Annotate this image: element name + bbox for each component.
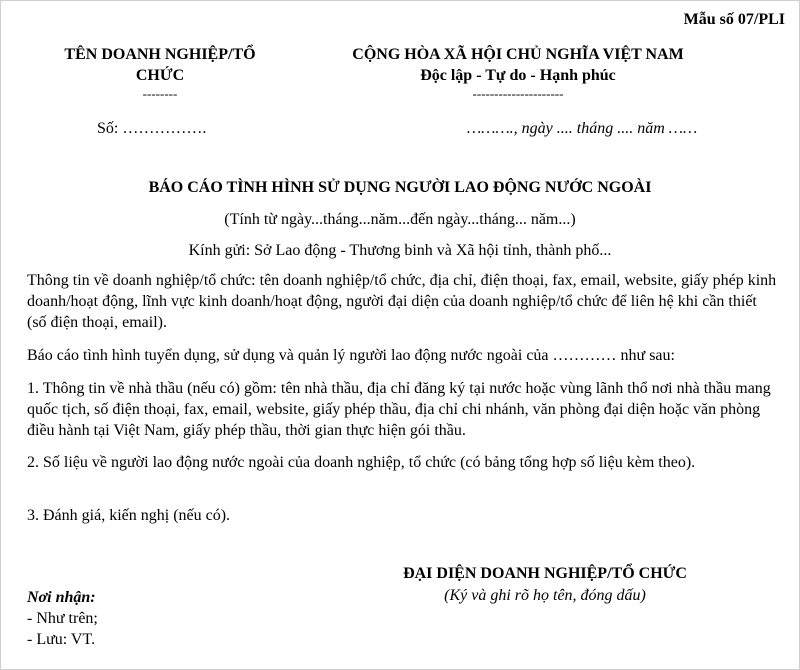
national-title: CỘNG HÒA XÃ HỘI CHỦ NGHĨA VIỆT NAM	[352, 46, 684, 63]
national-divider: ---------------------	[472, 86, 564, 101]
report-intro-paragraph: Báo cáo tình hình tuyển dụng, sử dụng và quản lý người lao động nước ngoài của ………… như sau:	[27, 347, 675, 364]
signature-note: (Ký và ghi rõ họ tên, đóng dấu)	[444, 587, 646, 604]
org-name-line1: TÊN DOANH NGHIỆP/TỔ	[64, 46, 256, 63]
recipients-item: - Như trên;	[27, 610, 98, 627]
org-divider: --------	[142, 86, 178, 101]
form-code: Mẫu số 07/PLI	[683, 11, 785, 28]
report-period: (Tính từ ngày...tháng...năm...đến ngày...tháng... năm...)	[224, 211, 576, 228]
company-info-paragraph: Thông tin về doanh nghiệp/tổ chức: tên doanh nghiệp/tổ chức, địa chỉ, điện thoại, fax, email, website, giấy phép kinh doanh/hoạt động, lĩnh vực kinh doanh/hoạt động, người đại diện của doanh nghiệp/tổ chức để liên hệ khi cần thiết (số điện thoại, email).	[27, 272, 777, 331]
report-title: BÁO CÁO TÌNH HÌNH SỬ DỤNG NGƯỜI LAO ĐỘNG NƯỚC NGOÀI	[148, 179, 652, 196]
org-name-line2: CHỨC	[135, 67, 185, 84]
evaluation-paragraph: 3. Đánh giá, kiến nghị (nếu có).	[27, 507, 231, 524]
document-number: Số: …………….	[97, 120, 207, 137]
date-line: ………., ngày .... tháng .... năm ……	[467, 120, 698, 137]
recipients-item: - Lưu: VT.	[27, 631, 96, 648]
contractor-info-paragraph: 1. Thông tin về nhà thầu (nếu có) gồm: tên nhà thầu, địa chỉ đăng ký tại nước hoặc vùng lãnh thổ nơi nhà thầu mang quốc tịch, số điện thoại, fax, email, website, giấy phép thầu, địa chỉ chi nhánh, văn phòng đại diện hoặc văn phòng điều hành tại Việt Nam, giấy phép thầu, thời gian thực hiện gói thầu.	[27, 380, 771, 439]
worker-stats-paragraph: 2. Số liệu về người lao động nước ngoài của doanh nghiệp, tổ chức (có bảng tổng hợp số liệu kèm theo).	[27, 454, 696, 471]
national-motto: Độc lập - Tự do - Hạnh phúc	[420, 67, 616, 84]
recipients-label: Nơi nhận:	[27, 589, 96, 606]
recipient-line: Kính gửi: Sở Lao động - Thương binh và Xã hội tỉnh, thành phố...	[188, 242, 612, 259]
signature-title: ĐẠI DIỆN DOANH NGHIỆP/TỔ CHỨC	[403, 565, 687, 582]
